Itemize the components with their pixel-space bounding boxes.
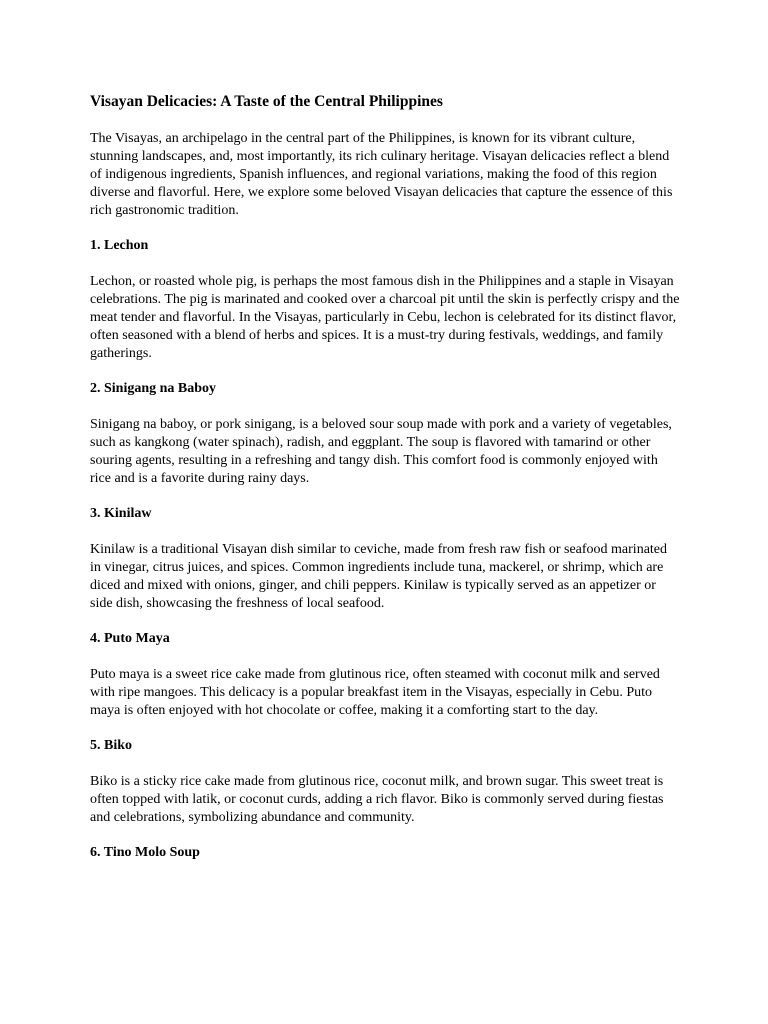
section-biko bbox=[90, 737, 680, 827]
section-body: Puto maya is a sweet rice cake made from glutinous rice, often steamed with coconut milk and served with ripe mangoes. This delicacy is a popular breakfast item in the Visayas, especially in Cebu. Puto maya is often enjoyed with hot chocolate or coffee, making it a comforting start to the day. bbox=[90, 667, 660, 718]
section-body: Sinigang na baboy, or pork sinigang, is a beloved sour soup made with pork and a variety of vegetables, such as kangkong (water spinach), radish, and eggplant. The soup is flavored with tamarind or other souring agents, resulting in a refreshing and tangy dish. This comfort food is commonly enjoyed with rice and is a favorite during rainy days. bbox=[90, 417, 672, 486]
section-body: Lechon, or roasted whole pig, is perhaps the most famous dish in the Philippines and a staple in Visayan celebrations. The pig is marinated and cooked over a charcoal pit until the skin is perfectly crispy and the meat tender and flavorful. In the Visayas, particularly in Cebu, lechon is celebrated for its distinct flavor, often seasoned with a blend of herbs and spices. It is a must-try during festivals, weddings, and family gatherings. bbox=[90, 274, 680, 361]
section-kinilaw bbox=[90, 505, 680, 613]
section-puto-maya bbox=[90, 630, 680, 720]
section-sinigang bbox=[90, 380, 680, 488]
section-body: Kinilaw is a traditional Visayan dish similar to ceviche, made from fresh raw fish or seafood marinated in vinegar, citrus juices, and spices. Common ingredients include tuna, mackerel, or shrimp, which are diced and mixed with onions, ginger, and chili peppers. Kinilaw is typically served as an appetizer or side dish, showcasing the freshness of local seafood. bbox=[90, 542, 668, 611]
section-heading: 1. Lechon bbox=[90, 238, 149, 253]
section-body: Biko is a sticky rice cake made from glutinous rice, coconut milk, and brown sugar. This sweet treat is often topped with latik, or coconut curds, adding a rich flavor. Biko is commonly served during fiestas and celebrations, symbolizing abundance and community. bbox=[90, 774, 664, 825]
document-title: Visayan Delicacies: A Taste of the Central Philippines bbox=[90, 93, 443, 110]
section-tino-molo-soup bbox=[90, 844, 680, 862]
section-heading: 6. Tino Molo Soup bbox=[90, 845, 200, 860]
section-heading: 2. Sinigang na Baboy bbox=[90, 381, 217, 396]
intro-paragraph: The Visayas, an archipelago in the central part of the Philippines, is known for its vibrant culture, stunning landscapes, and, most importantly, its rich culinary heritage. Visayan delicacies reflect a blend of indigenous ingredients, Spanish influences, and regional variations, making the food of this region diverse and flavorful. Here, we explore some beloved Visayan delicacies that capture the essence of this rich gastronomic tradition. bbox=[90, 131, 673, 218]
section-lechon bbox=[90, 237, 680, 363]
section-heading: 3. Kinilaw bbox=[90, 506, 152, 521]
document-page bbox=[90, 92, 680, 880]
section-heading: 4. Puto Maya bbox=[90, 631, 170, 646]
section-heading: 5. Biko bbox=[90, 738, 133, 753]
